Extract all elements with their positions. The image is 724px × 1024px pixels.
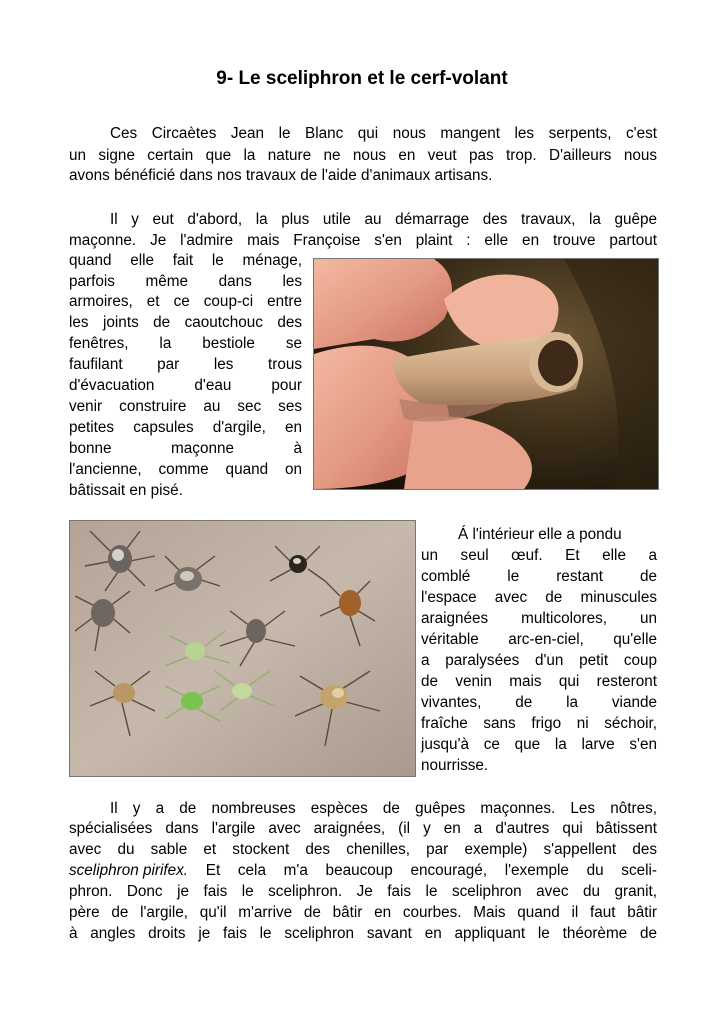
para1-line: Ces Circaètes Jean le Blanc qui nous mangent les serpents, c'est	[110, 125, 657, 142]
para2-line: l'ancienne, comme quand on	[69, 461, 302, 478]
para2-line: venir construire au sec ses	[69, 398, 302, 415]
para2-line: armoires, et ce coup-ci entre	[69, 293, 302, 310]
para2-line: petites capsules d'argile, en	[69, 419, 302, 436]
para4-line	[69, 861, 657, 881]
para3-line: fraîche sans frigo ni séchoir,	[421, 715, 657, 732]
para4-line: père de l'argile, qu'il m'arrive de bâtir en courbes. Mais quand il faut bâtir	[69, 904, 657, 921]
page-title: 9- Le sceliphron et le cerf-volant	[216, 68, 508, 89]
para4-line: spécialisées dans l'argile avec araignées, (il y en a d'autres qui bâtissent	[69, 820, 657, 837]
spiders-photo	[69, 520, 416, 777]
species-name: sceliphron pirifex.	[69, 862, 189, 879]
para1-line: avons bénéficié dans nos travaux de l'aide d'animaux artisans.	[69, 167, 493, 184]
para3-line: véritable arc-en-ciel, qu'elle	[421, 631, 657, 648]
para2-line: bonne maçonne à	[69, 440, 302, 457]
para3-line: a paralysées d'un petit coup	[421, 652, 657, 669]
mud-cell-photo	[313, 258, 659, 490]
para2-line: d'évacuation d'eau pour	[69, 377, 302, 394]
para4-line: avec du sable et stockent des chenilles, par exemple) s'appellent des	[69, 841, 657, 858]
para2-line: bâtissait en pisé.	[69, 482, 183, 499]
para4-line: Il y a de nombreuses espèces de guêpes maçonnes. Les nôtres,	[110, 800, 657, 817]
para2-line: faufilant par les trous	[69, 356, 302, 373]
para2-line: fenêtres, la bestiole se	[69, 335, 302, 352]
para2-line: quand elle fait le ménage,	[69, 252, 302, 269]
para3-line: de venin mais qui resteront	[421, 673, 657, 690]
para2-line: les joints de caoutchouc des	[69, 314, 302, 331]
para3-line: Á l'intérieur elle a pondu	[458, 526, 622, 543]
para3-line: l'espace avec de minuscules	[421, 589, 657, 606]
para2-line: maçonne. Je l'admire mais Françoise s'en plaint : elle en trouve partout	[69, 232, 657, 249]
para3-line: vivantes, de la viande	[421, 694, 657, 711]
para3-line: comblé le restant de	[421, 568, 657, 585]
para4-line: à angles droits je fais le sceliphron savant en appliquant le théorème de	[69, 925, 657, 942]
para1-line: un signe certain que la nature ne nous en veut pas trop. D'ailleurs nous	[69, 147, 657, 164]
para3-line: jusqu'à ce que la larve s'en	[421, 736, 657, 753]
para3-line: araignées multicolores, un	[421, 610, 657, 627]
para2-line: Il y eut d'abord, la plus utile au démarrage des travaux, la guêpe	[110, 211, 657, 228]
para4-line: phron. Donc je fais le sceliphron. Je fais le sceliphron avec du granit,	[69, 883, 657, 900]
para3-line: nourrisse.	[421, 757, 489, 774]
para4-line-rest: Et cela m'a beaucoup encouragé, l'exemple du sceli-	[188, 862, 657, 879]
para3-line: un seul œuf. Et elle a	[421, 547, 657, 564]
para2-line: parfois même dans les	[69, 273, 302, 290]
